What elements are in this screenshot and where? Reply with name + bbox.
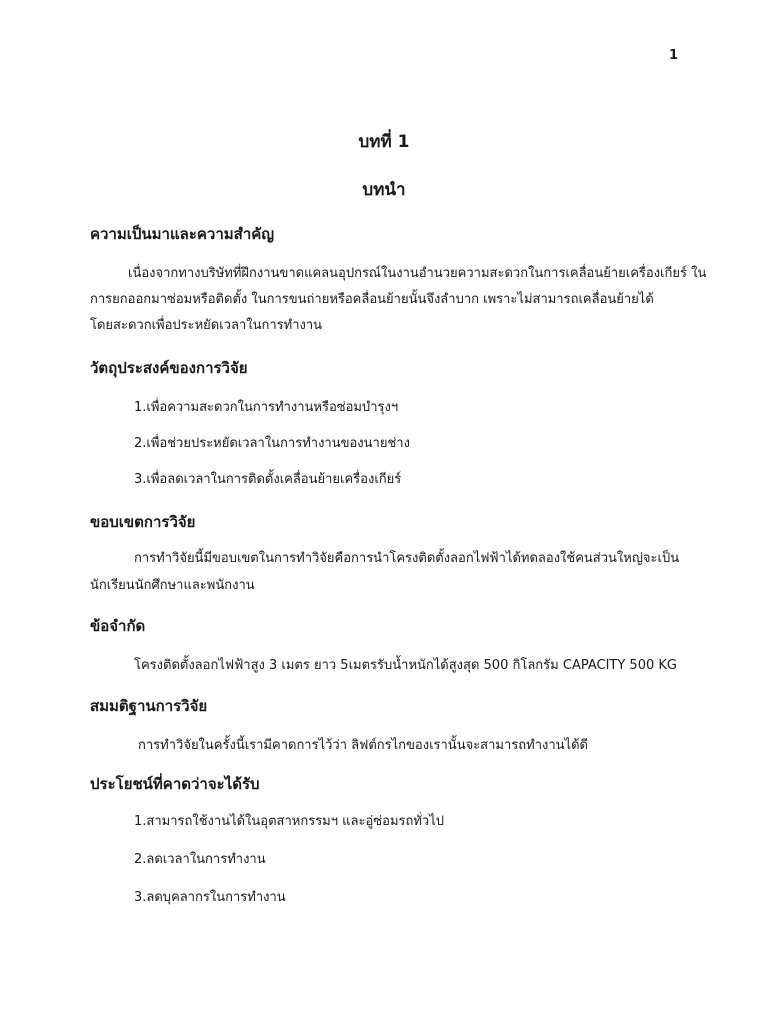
limitations-text: โครงติดตั้งลอกไฟฟ้าสูง 3 เมตร ยาว 5เมตรรับน้ำหนักได้สูงสุด 500 กิโลกรัม CAPACITY 500 KG (134, 658, 677, 673)
heading-background: ความเป็นมาและความสำคัญ (90, 225, 275, 243)
hypothesis-text: การทำวิจัยในครั้งนี้เรามีคาดการไว้ว่า ลิฟต์กรไกของเรานั้นจะสามารถทำงานได้ดี (138, 738, 588, 753)
scope-line-1: การทำวิจัยนี้มีขอบเขตในการทำวิจัยคือการนำโครงติดตั้งลอกไฟฟ้าได้ทดลองใช้คนส่วนใหญ่จะเป็น (134, 551, 680, 566)
chapter-title: บทนำ (362, 180, 406, 200)
objective-item-2: 2.เพื่อช่วยประหยัดเวลาในการทำงานของนายช่าง (134, 436, 410, 451)
chapter-number: บทที่ 1 (358, 132, 410, 152)
background-line-1: เนื่องจากทางบริษัทที่ฝึกงานขาดแคลนอุปกรณ์ในงานอำนวยความสะดวกในการเคลื่อนย้ายเครื่องเกียร์ ใน (128, 266, 707, 281)
objective-item-3: 3.เพื่อลดเวลาในการติดตั้งเคลื่อนย้ายเครื่องเกียร์ (134, 472, 402, 487)
objective-item-1: 1.เพื่อความสะดวกในการทำงานหรือซ่อมบำรุงฯ (134, 400, 399, 415)
benefit-item-3: 3.ลดบุคลากรในการทำงาน (134, 890, 286, 905)
background-line-2: การยกออกมาซ่อมหรือติดตั้ง ในการขนถ่ายหรือคลื่อนย้ายนั้นจึงลำบาก เพราะไม่สามารถเคลื่อนย้ายได้ (90, 292, 654, 307)
heading-benefits: ประโยชน์ที่คาดว่าจะได้รับ (90, 775, 260, 793)
heading-scope: ขอบเขตการวิจัย (90, 513, 196, 531)
heading-hypothesis: สมมติฐานการวิจัย (90, 697, 208, 715)
background-line-3: โดยสะดวกเพื่อประหยัดเวลาในการทำงาน (90, 318, 323, 333)
page-number: 1 (668, 48, 678, 63)
scope-line-2: นักเรียนนักศึกษาและพนักงาน (90, 578, 255, 593)
benefit-item-2: 2.ลดเวลาในการทำงาน (134, 852, 266, 867)
benefit-item-1: 1.สามารถใช้งานได้ในอุตสาหกรรมฯ และอู่ซ่อมรถทั่วไป (134, 814, 445, 829)
heading-limitations: ข้อจำกัด (90, 617, 146, 635)
heading-objectives: วัตถุประสงค์ของการวิจัย (90, 359, 248, 377)
